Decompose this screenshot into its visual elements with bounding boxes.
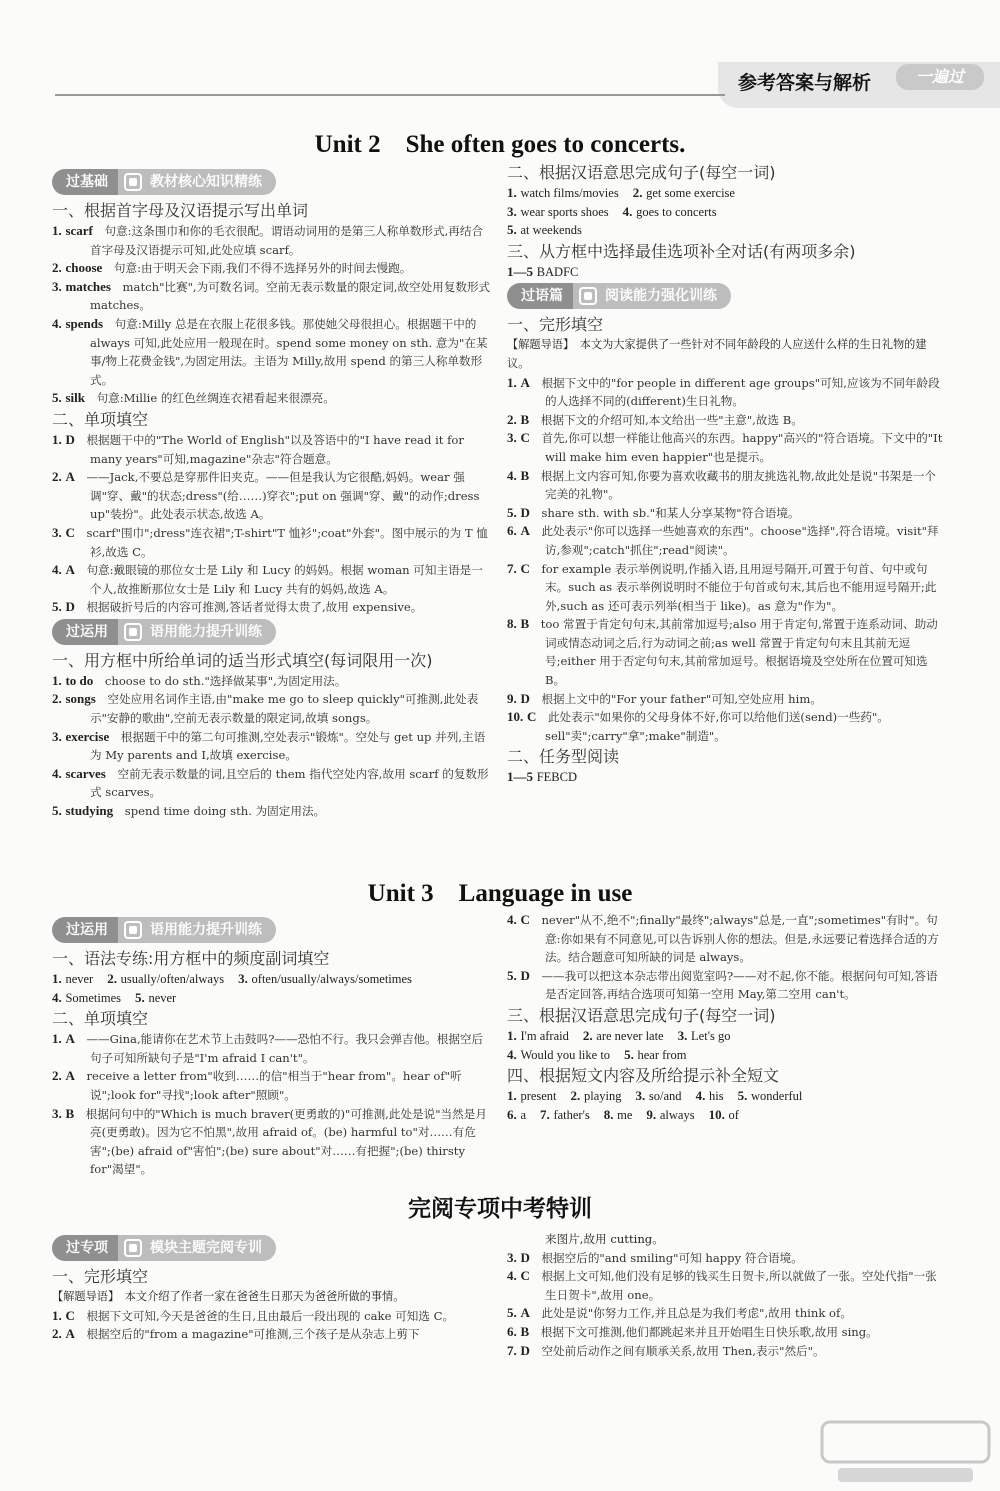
answer-item	[52, 278, 492, 315]
answer-line	[507, 1046, 947, 1065]
answer-row: 1—5 BADFC	[507, 263, 579, 279]
item-number: 5.	[507, 1305, 517, 1321]
item-number: 1.	[52, 431, 62, 447]
item-answer: exercise	[65, 728, 110, 744]
item-number: 4.	[52, 315, 62, 331]
item-explanation: 句意:戴眼镜的那位女士是 Lily 和 Lucy 的妈妈。根据 woman 可知主语是一个人,故推断那位女士是 Lily 和 Lucy 共有的妈妈,故选 A。	[86, 563, 483, 596]
item-number: 6.	[507, 523, 517, 539]
unit3-right-column	[507, 911, 947, 1124]
item-explanation: never"从不,绝不";finally"最终";always"总是,一直";sometimes"有时"。句意:你如果有不同意见,可以告诉别人你的想法。但是,永远要记着选择合适的方法。结合题意可知所缺的词是 always。	[541, 913, 939, 965]
answer-item	[507, 708, 947, 745]
item-answer: to do	[65, 672, 94, 688]
answer-list	[52, 1030, 492, 1179]
item-explanation: receive a letter from"收到……的信"相当于"hear from"。hear of"听说";look for"寻找";look after"照顾"。	[86, 1069, 462, 1102]
answer-item	[52, 1067, 492, 1104]
answer-item	[507, 911, 947, 967]
item-number: 2.	[52, 469, 62, 485]
item-explanation: 句意:Milly 总是在衣服上花很多钱。那使她父母很担心。根据题干中的 always 可知,此处应用一般现在时。spend some money on sth. 意为"在某事/物上花费金钱",为固定用法。主语为 Milly,故用 spend 的第三人称单数形式。	[90, 316, 488, 387]
watermark-logo	[818, 1418, 993, 1488]
item-explanation: spend time doing sth. 为固定用法。	[124, 804, 326, 819]
item-explanation: 首先,你可以想一样能让他高兴的东西。happy"高兴的"符合语境。下文中的"It will make him even happier"也是提示。	[541, 431, 943, 464]
item-number: 3.	[507, 430, 517, 446]
answer-item	[52, 431, 492, 468]
section-heading: 二、单项填空	[52, 409, 149, 429]
chart-icon	[124, 623, 142, 641]
item-explanation: 根据上文可知,他们没有足够的钱买生日贺卡,所以就做了一张。空处代指"一张生日贺卡",故用 one。	[541, 1269, 937, 1302]
item-answer: C	[520, 1268, 530, 1284]
item-answer: C	[520, 560, 530, 576]
banner-tag: 过专项	[52, 1235, 118, 1261]
open-book-icon	[579, 287, 597, 305]
answer-item	[52, 598, 492, 617]
item-answer: A	[65, 562, 75, 578]
answer-item	[507, 522, 947, 559]
item-explanation: scarf"围巾";dress"连衣裙";T-shirt"T 恤衫";coat"外套"。图中展示的为 T 恤衫,故选 C。	[86, 525, 488, 559]
item-number: 1.	[52, 1031, 62, 1047]
item-number: 3.	[52, 278, 62, 294]
answer-item	[507, 504, 947, 523]
item-number: 4.	[507, 1268, 517, 1284]
section-heading: 三、根据汉语意思完成句子(每空一词)	[507, 1005, 776, 1025]
inline-answer: 1. never	[52, 971, 94, 986]
item-explanation: 此处表示"你可以选择一些她喜欢的东西"。choose"选择",符合语境。visit"拜访,参观";catch"抓住";read"阅读"。	[541, 524, 939, 557]
item-number: 8.	[507, 616, 517, 632]
brand-logo: 一遍过	[896, 64, 984, 90]
answer-item	[52, 1030, 492, 1067]
item-answer: D	[520, 690, 530, 706]
item-explanation: 句意:这条围巾和你的毛衣很配。谓语动词用的是第三人称单数形式,再结合首字母及汉语提示可知,此处应填 scarf。	[90, 224, 484, 257]
item-answer: scarves	[65, 765, 106, 781]
answer-item	[52, 1325, 492, 1344]
answer-item	[507, 1249, 947, 1268]
item-explanation: 根据下文中的"for people in different age groups"可知,应该为不同年龄段的人选择不同的(different)生日礼物。	[541, 375, 940, 409]
inline-answer: 2. usually/often/always	[107, 971, 225, 986]
inline-answer: 7. father's	[540, 1106, 590, 1122]
item-explanation: 根据上文内容可知,你要为喜欢收藏书的朋友挑选礼物,故此处是说"书架是一个完美的礼物"。	[540, 468, 937, 502]
section-banner	[52, 619, 276, 645]
section-heading: 四、根据短文内容及所给提示补全短文	[507, 1066, 780, 1086]
answer-item	[52, 728, 492, 765]
answer-item	[52, 802, 492, 821]
item-answer: B	[520, 1323, 530, 1339]
answer-item	[507, 374, 947, 411]
item-number: 10.	[507, 709, 524, 725]
item-number: 6.	[507, 1323, 517, 1339]
item-explanation: 空处前后动作之间有顺承关系,故用 Then,表示"然后"。	[541, 1343, 825, 1358]
inline-answer: 5. never	[135, 989, 177, 1005]
item-number: 4.	[52, 765, 62, 781]
item-explanation: 句意:由于明天会下雨,我们不得不选择另外的时间去慢跑。	[113, 261, 412, 276]
item-explanation: 根据题干中的"The World of English"以及答语中的"I have read it for many years"可知,magazine"杂志"符合题意。	[86, 432, 464, 466]
item-number: 3.	[52, 1105, 62, 1121]
answer-line	[507, 1106, 947, 1125]
item-explanation: choose to do sth."选择做某事",为固定用法。	[104, 673, 347, 688]
section-heading: 二、单项填空	[52, 1009, 149, 1029]
section-heading: 一、根据首字母及汉语提示写出单词	[52, 201, 309, 220]
continued-text: 来图片,故用 cutting。	[545, 1232, 664, 1246]
section-heading: 一、完形填空	[52, 1267, 149, 1286]
section-banner	[52, 1235, 276, 1261]
answer-item	[507, 1304, 947, 1323]
item-explanation: 根据下文可知,今天是爸爸的生日,且由最后一段出现的 cake 可知选 C。	[86, 1308, 455, 1323]
answer-list	[507, 1249, 947, 1361]
inline-answers	[507, 1027, 947, 1064]
item-answer: A	[65, 1031, 75, 1047]
item-explanation: 根据问句中的"Which is much braver(更勇敢的)"可推测,此处是说"当然是月亮(更勇敢)。因为它不怕黑",故用 afraid of。(be) harmful to"对……有危害";(be) afraid of"害怕";(be) sure about"对……有把握";(be) thirsty for"渴望"。	[85, 1106, 487, 1177]
item-answer: songs	[65, 691, 96, 707]
item-answer: B	[65, 1105, 75, 1121]
item-explanation: too 常置于肯定句句末,其前常加逗号;also 用于肯定句,常置于连系动词、助动词或情态动词之后,行为动词之前;as well 常置于肯定句句末且其前无逗号;either 用于否定句句末,其前常加逗号。根据语境及空处所在位置可知选 B。	[540, 617, 938, 688]
answer-row: 1—5 FEBCD	[507, 769, 577, 785]
banner-tag: 过运用	[52, 917, 118, 943]
item-explanation: 根据题干中的第二句可推测,空处表示"锻炼"。空处与 get up 并列,主语为 My parents and I,故填 exercise。	[90, 729, 486, 763]
item-answer: D	[520, 1342, 530, 1358]
answer-item	[52, 259, 492, 278]
item-explanation: ——Jack,不要总是穿那件旧夹克。——但是我认为它很酷,妈妈。wear 强调"穿、戴"的状态;dress"(给……)穿衣";put on 强调"穿、戴"的动作;dress up"装扮"。此处表示状态,故选 A。	[86, 470, 480, 522]
inline-answer: 4. Sometimes	[52, 989, 121, 1005]
item-number: 7.	[507, 1342, 517, 1358]
special-left-column	[52, 1233, 492, 1344]
item-number: 1.	[52, 223, 62, 238]
item-answer: choose	[65, 260, 103, 276]
item-answer: C	[520, 912, 530, 927]
item-explanation: 根据空后的"from a magazine"可推测,三个孩子是从杂志上剪下	[86, 1327, 420, 1342]
section-heading: 二、根据汉语意思完成句子(每空一词)	[507, 163, 776, 182]
banner-tag: 过语篇	[507, 283, 573, 309]
inline-answers	[507, 184, 947, 240]
answer-line	[52, 989, 492, 1008]
answer-line	[507, 184, 947, 203]
item-explanation: 根据破折号后的内容可推测,答话者觉得太贵了,故用 expensive。	[86, 600, 423, 615]
section-banner	[52, 917, 276, 943]
answer-item	[52, 561, 492, 598]
answer-list	[52, 222, 492, 408]
item-explanation: 根据下文可推测,他们都跳起来并且开始唱生日快乐歌,故用 sing。	[540, 1324, 878, 1339]
item-answer: matches	[65, 278, 111, 294]
item-explanation: 此处表示"如果你的父母身体不好,你可以给他们送(send)一些药"。sell"卖";carry"拿";make"制造"。	[545, 710, 889, 743]
unit3-left-column	[52, 915, 492, 1179]
answer-list	[507, 911, 947, 1004]
header-title: 参考答案与解析	[738, 72, 872, 94]
item-number: 3.	[507, 1249, 517, 1265]
unit2-right-column	[507, 161, 947, 787]
item-number: 3.	[52, 728, 62, 744]
item-explanation: 句意:Millie 的红色丝绸连衣裙看起来很漂亮。	[96, 391, 335, 406]
banner-tag: 过运用	[52, 619, 118, 645]
answer-item	[52, 765, 492, 802]
answer-item	[507, 411, 947, 430]
section-heading: 一、用方框中所给单词的适当形式填空(每词限用一次)	[52, 650, 433, 670]
banner-tag: 过基础	[52, 169, 118, 195]
item-number: 4.	[52, 562, 62, 578]
banner-name: 阅读能力强化训练	[605, 288, 717, 305]
answer-list	[52, 672, 492, 821]
inline-answer: 3. so/and	[635, 1088, 682, 1104]
item-answer: D	[65, 431, 75, 447]
inline-answer: 1. I'm afraid	[507, 1027, 569, 1043]
item-explanation: ——我可以把这本杂志带出阅览室吗?——对不起,你不能。根据问句可知,答语是否定回答,再结合选项可知第一空用 May,第二空用 can't。	[541, 968, 938, 1002]
guide-text: 【解题导语】 本文介绍了作者一家在爸爸生日那天为爸爸所做的事情。	[52, 1290, 405, 1303]
item-explanation: 此处是说"你努力工作,并且总是为我们考虑",故用 think of。	[541, 1306, 852, 1321]
item-answer: C	[520, 430, 530, 446]
answer-item	[52, 524, 492, 561]
item-number: 4.	[507, 467, 517, 483]
section-heading: 三、从方框中选择最佳选项补全对话(有两项多余)	[507, 241, 856, 261]
answer-line	[507, 203, 947, 222]
banner-name: 语用能力提升训练	[150, 623, 262, 640]
item-number: 5.	[52, 803, 62, 819]
inline-answer: 10. of	[708, 1106, 739, 1122]
inline-answer: 1. present	[507, 1088, 557, 1104]
answer-item	[52, 315, 492, 389]
item-answer: A	[65, 1326, 75, 1342]
item-answer: A	[520, 523, 530, 539]
chart-icon	[124, 921, 142, 939]
inline-answer: 1. watch films/movies	[507, 185, 619, 200]
unit2-title: Unit 2 She often goes to concerts.	[314, 131, 686, 158]
item-explanation: for example 表示举例说明,作插入语,且用逗号隔开,可置于句首、句中或句末。such as 表示举例说明时不能位于句首或句末,其后也不能用逗号隔开;此外,such as 还可表示列举(相当于 like)。as 意为"作为"。	[541, 561, 937, 613]
item-answer: A	[520, 1305, 530, 1321]
inline-answer: 8. me	[603, 1106, 633, 1122]
section-banner	[507, 283, 731, 309]
item-answer: B	[520, 467, 530, 483]
item-number: 3.	[52, 524, 62, 540]
answer-item	[52, 1307, 492, 1326]
answer-item	[507, 560, 947, 616]
item-answer: B	[520, 411, 530, 427]
item-answer: scarf	[65, 223, 93, 238]
inline-answer: 2. are never late	[582, 1027, 664, 1043]
item-explanation: 根据空后的"and smiling"可知 happy 符合语境。	[541, 1250, 803, 1265]
answer-item	[52, 672, 492, 691]
item-answer: C	[65, 524, 75, 540]
answer-line	[52, 970, 492, 989]
item-explanation: 根据下文的介绍可知,本文给出一些"主意",故选 B。	[540, 412, 803, 427]
item-answer: A	[65, 1068, 75, 1084]
inline-answers	[52, 970, 492, 1007]
item-answer: A	[520, 374, 530, 390]
item-explanation: 根据上文中的"For your father"可知,空处应用 him。	[541, 691, 822, 706]
guide-text: 【解题导语】 本文为大家提供了一些针对不同年龄段的人应送什么样的生日礼物的建议。	[507, 338, 927, 370]
item-number: 7.	[507, 560, 517, 576]
item-answer: D	[520, 1249, 530, 1265]
item-explanation: match"比赛",为可数名词。空前无表示数量的限定词,故空处用复数形式 matches。	[90, 279, 491, 313]
answer-item	[52, 468, 492, 524]
section-heading: 一、完形填空	[507, 315, 604, 335]
answer-line	[507, 1027, 947, 1046]
target-icon	[124, 1239, 142, 1257]
section-heading: 一、语法专练:用方框中的频度副词填空	[52, 949, 330, 968]
item-answer: C	[65, 1307, 75, 1323]
item-answer: D	[520, 504, 530, 520]
answer-item	[52, 1105, 492, 1179]
answer-item	[507, 690, 947, 709]
answer-item	[507, 967, 947, 1004]
item-number: 5.	[52, 599, 62, 615]
inline-answer: 3. often/usually/always/sometimes	[238, 971, 412, 986]
item-number: 2.	[52, 691, 62, 707]
header-rule	[55, 94, 725, 96]
answer-line	[507, 1087, 947, 1106]
item-number: 5.	[507, 504, 517, 520]
item-number: 2.	[52, 260, 62, 276]
answer-item	[507, 615, 947, 689]
banner-name: 语用能力提升训练	[150, 921, 262, 938]
answer-item	[507, 1342, 947, 1361]
inline-answer: 3. wear sports shoes	[507, 203, 609, 219]
special-right-column	[507, 1230, 947, 1360]
item-number: 4.	[507, 912, 517, 927]
answer-item	[52, 389, 492, 408]
item-answer: D	[65, 599, 75, 615]
inline-answer: 9. always	[646, 1106, 695, 1122]
inline-answer: 4. Would you like to	[507, 1046, 611, 1062]
item-explanation: 空前无表示数量的词,且空后的 them 指代空处内容,故用 scarf 的复数形式 scarves。	[90, 766, 489, 800]
item-answer: A	[65, 469, 75, 485]
inline-answer: 3. Let's go	[677, 1027, 731, 1043]
item-number: 2.	[507, 411, 517, 427]
inline-answer: 5. hear from	[624, 1046, 687, 1062]
unit3-title: Unit 3 Language in use	[367, 880, 633, 907]
item-explanation: 空处应用名词作主语,由"make me go to sleep quickly"可推测,此处表示"安静的歌曲",空前无表示数量的限定词,故填 songs。	[90, 692, 479, 726]
item-number: 5.	[52, 390, 62, 406]
item-explanation: share sth. with sb."和某人分享某物"符合语境。	[541, 505, 800, 520]
book-icon	[124, 173, 142, 191]
section-heading: 二、任务型阅读	[507, 747, 620, 767]
item-number: 9.	[507, 690, 517, 706]
inline-answer: 5. wonderful	[737, 1088, 803, 1104]
answer-item	[52, 222, 492, 259]
item-answer: B	[520, 616, 530, 632]
item-number: 1.	[52, 1307, 62, 1323]
inline-answer: 2. playing	[570, 1088, 622, 1104]
item-answer: spends	[65, 315, 104, 331]
item-explanation: ——Gina,能请你在艺术节上击鼓吗?——恐怕不行。我只会弹吉他。根据空后句子可知所缺句子是"I'm afraid I can't"。	[86, 1032, 484, 1065]
item-number: 2.	[52, 1068, 62, 1084]
item-answer: silk	[65, 390, 85, 406]
answer-list	[507, 374, 947, 746]
special-title: 完阅专项中考特训	[408, 1196, 592, 1222]
answer-item	[507, 1323, 947, 1342]
answer-item	[52, 690, 492, 727]
item-number: 1.	[52, 672, 62, 688]
banner-name: 教材核心知识精练	[150, 173, 262, 190]
item-number: 5.	[507, 967, 517, 983]
inline-answers	[507, 1087, 947, 1124]
item-answer: C	[526, 709, 537, 725]
inline-answer: 4. his	[695, 1088, 724, 1104]
inline-answer: 4. goes to concerts	[622, 203, 717, 219]
item-answer: studying	[65, 803, 114, 819]
unit2-left-column	[52, 167, 492, 821]
inline-answer: 2. get some exercise	[632, 185, 735, 200]
answer-line	[507, 221, 947, 240]
answer-item	[507, 467, 947, 504]
item-number: 1.	[507, 374, 517, 390]
item-answer: D	[520, 967, 530, 983]
answer-item	[507, 429, 947, 466]
inline-answer: 5. at weekends	[507, 222, 582, 238]
inline-answer: 6. a	[507, 1106, 526, 1122]
answer-item	[507, 1267, 947, 1304]
answer-list	[52, 1307, 492, 1344]
answer-list	[52, 431, 492, 617]
banner-name: 模块主题完阅专训	[150, 1239, 262, 1256]
section-banner	[52, 169, 276, 195]
item-number: 2.	[52, 1326, 62, 1342]
